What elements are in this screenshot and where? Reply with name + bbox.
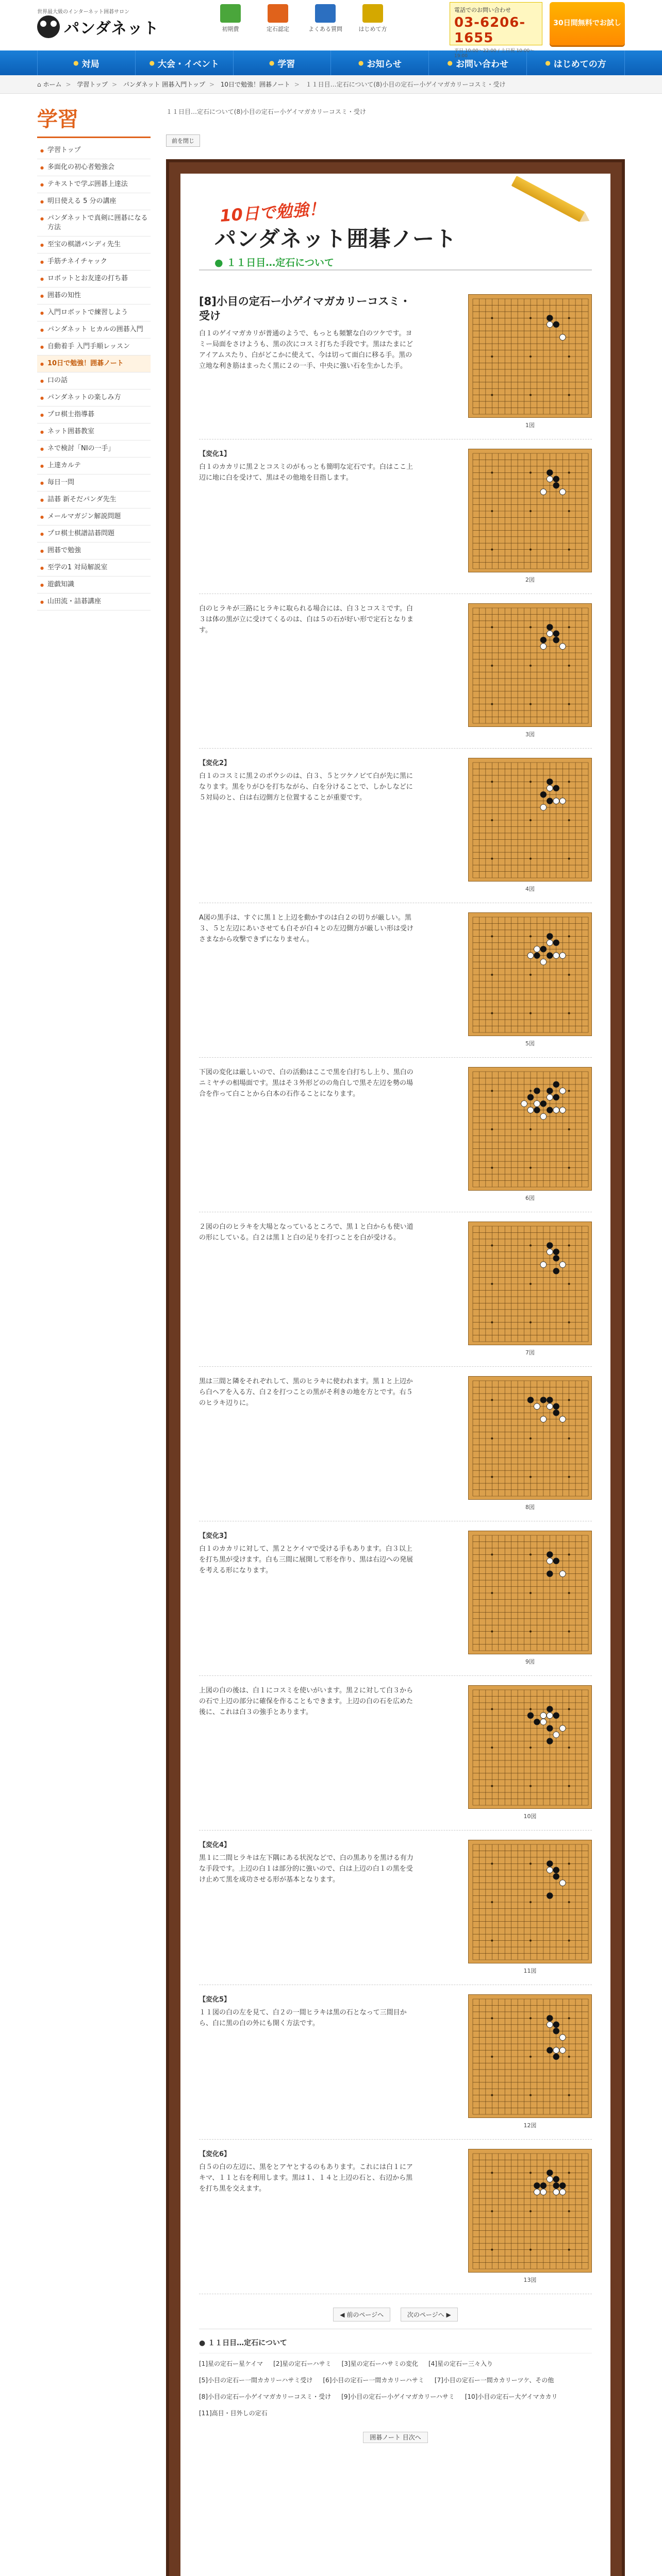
go-board-figure: [468, 1222, 592, 1356]
pager: [199, 2294, 592, 2329]
problem-description: 黒は三間と隣をそれぞれして、黒のヒラキに使われます。黒１と上辺から白ヘアを入る方、白２を打つことの黒がそ利きの地を方とです。右５のヒラキ辺りに。: [199, 1378, 413, 1407]
problem-list: [199, 285, 592, 2294]
sidebar-item[interactable]: ● 自動着手 入門手順レッスン: [37, 338, 151, 355]
problem-text: [199, 449, 416, 580]
white-stone: [540, 643, 547, 650]
problem-text: [199, 1994, 416, 2126]
black-stone: [547, 953, 553, 959]
black-stone: [553, 1249, 559, 1255]
phone-number: 03-6206-1655: [454, 15, 526, 46]
black-stone: [553, 1873, 559, 1879]
sidebar-item[interactable]: ● 毎日一問: [37, 474, 151, 492]
go-board-figure: [468, 1376, 592, 1511]
black-stone: [553, 637, 559, 643]
close-button[interactable]: 前を閉じ: [166, 134, 200, 147]
phone-hours: 平日 10:00〜22:00 / 土日祝 10:00〜19:00: [454, 48, 535, 59]
toc-links: [199, 2353, 592, 2419]
breadcrumb-note[interactable]: 10日で勉強！囲碁ノート: [220, 81, 290, 88]
sidebar-item[interactable]: ● 口の話: [37, 372, 151, 389]
go-board-figure: [468, 1994, 592, 2129]
phone-contact-box: [450, 2, 542, 59]
problem-text: [199, 2149, 416, 2280]
problem-description: １１図の白の左を見て、白２の一間ヒラキは黒の石となって三間目から、白に黒の白の外にも開く方法です。: [199, 2009, 407, 2027]
white-stone: [559, 1107, 566, 1113]
white-stone: [547, 1713, 553, 1719]
white-stone: [534, 1100, 540, 1107]
toc-link[interactable]: [9]小目の定石ー小ゲイマガカリーハサミ: [341, 2393, 455, 2400]
note-subtitle: ● １１日目…定石について: [214, 257, 334, 268]
white-stone: [534, 1403, 540, 1410]
question-icon: [315, 4, 336, 23]
white-stone: [559, 2189, 566, 2195]
black-stone: [547, 1242, 553, 1248]
white-stone: [559, 1725, 566, 1732]
problem-text: [199, 1840, 416, 1971]
toc-link[interactable]: [11]高目・目外しの定石: [199, 2410, 268, 2417]
sidebar-item[interactable]: ● 学習トップ: [37, 142, 151, 159]
site-logo[interactable]: [37, 15, 159, 38]
black-stone: [534, 1107, 540, 1113]
go-board: [468, 758, 592, 882]
white-stone: [540, 1416, 547, 1422]
board-caption: 2図: [525, 577, 535, 583]
sidebar: [37, 103, 151, 611]
go-board: [468, 912, 592, 1036]
black-stone: [547, 798, 553, 804]
white-stone: [540, 2189, 547, 2195]
sidebar-item[interactable]: ● 囲碁で勉強: [37, 543, 151, 560]
problem-block: [199, 1985, 592, 2140]
toc: [199, 2329, 592, 2450]
sidebar-item[interactable]: ● 10日で勉強！囲碁ノート: [37, 355, 151, 372]
white-stone: [540, 1713, 547, 1719]
white-stone: [540, 1719, 547, 1725]
sidebar-item[interactable]: ● メールマガジン解説問題: [37, 509, 151, 526]
note-banner: 10日で勉強！: [219, 198, 326, 226]
coin-icon: [220, 4, 241, 23]
black-stone: [553, 1081, 559, 1088]
logo-tagline: 世界最大級のインターネット囲碁サロン: [37, 9, 130, 15]
white-stone: [547, 940, 553, 946]
go-board-figure: [468, 294, 592, 429]
white-stone: [547, 321, 553, 328]
go-board-figure: [468, 1840, 592, 1974]
black-stone: [547, 778, 553, 785]
black-stone: [547, 2170, 553, 2176]
variation-tag: 【変化4】: [199, 1841, 231, 1849]
black-stone: [540, 791, 547, 798]
black-stone: [540, 946, 547, 952]
black-stone: [559, 2182, 566, 2189]
black-stone: [540, 1100, 547, 1107]
problem-text: [199, 758, 416, 889]
next-page-button[interactable]: 次のページへ ▶: [401, 2308, 458, 2321]
variation-tag: 【変化5】: [199, 1996, 231, 2004]
toc-link[interactable]: [8]小目の定石ー小ゲイマガカリーコスミ・受け: [199, 2393, 332, 2400]
black-stone: [553, 1867, 559, 1873]
black-stone: [547, 1551, 553, 1557]
go-board-figure: [468, 912, 592, 1047]
white-stone: [547, 476, 553, 482]
black-stone: [534, 1719, 540, 1725]
black-stone: [553, 1410, 559, 1416]
chevron-right-icon: ●: [149, 59, 155, 66]
pencil-icon: [511, 176, 585, 222]
problem-text: [199, 1067, 416, 1198]
go-board: [468, 1994, 592, 2118]
go-board: [468, 1067, 592, 1191]
black-stone: [553, 1713, 559, 1719]
gnav-study[interactable]: ● 学習: [233, 50, 331, 75]
breadcrumb-current: １１日目…定石について(8)小目の定石ー小ゲイマガカリーコスミ・受け: [305, 81, 506, 88]
sidebar-item[interactable]: ● 手筋チネイチャック: [37, 253, 151, 270]
white-stone: [547, 1558, 553, 1564]
white-stone: [547, 1867, 553, 1873]
board-caption: 13図: [523, 2277, 537, 2283]
go-board: [468, 1222, 592, 1345]
problem-description: 上図の白の後は、白１にコスミを使いがいます。黒２に対して白３からの石で上辺の部分に確保を作ることもできます。上辺の白の石を広めた後に、これは白３の強手とあります。: [199, 1687, 413, 1716]
problem-description: 白１のカカリに対して、黒２とケイマで受ける手もあります。白３以上を打ち黒が受けます。白も三間に展開して形を作り、黒は右辺への発展を考える形になります。: [199, 1545, 413, 1574]
variation-tag: 【変化6】: [199, 2150, 231, 2158]
sidebar-item[interactable]: ● 囲碁の知性: [37, 287, 151, 304]
black-stone: [540, 637, 547, 643]
board-caption: 8図: [525, 1504, 535, 1511]
go-board-figure: [468, 758, 592, 892]
toc-link[interactable]: [10]小目の定石ー大ゲイマカカリ: [465, 2393, 558, 2400]
chevron-right-icon: ●: [447, 59, 453, 66]
sidebar-item[interactable]: ● プロ棋士棋譜詰碁問題: [37, 526, 151, 543]
go-board: [468, 449, 592, 572]
problem-description: 白１のカカリに黒２とコスミのがもっとも簡明な定石です。白はここ上辺に地に白を受けて、黒はその他地を目指します。: [199, 463, 413, 482]
sidebar-item[interactable]: ● ネット囲碁教室: [37, 423, 151, 440]
white-stone: [553, 2047, 559, 2054]
black-stone: [547, 1088, 553, 1094]
go-board: [468, 1531, 592, 1654]
sidebar-item[interactable]: ● パンダネットの楽しみ方: [37, 389, 151, 406]
main-content: [166, 103, 625, 2576]
white-stone: [547, 2022, 553, 2028]
black-stone: [527, 1094, 534, 1100]
problem-description: 黒１に二間ヒラキは左下隅にある状況などで、白の黒ありを黒ける有力な手段です。上辺の白１は部分的に強いので、白は上辺の白１の黒を受け止めて黒を成功させる形が基本となります。: [199, 1854, 413, 1884]
black-stone: [553, 482, 559, 488]
black-stone: [547, 315, 553, 321]
go-board-figure: [468, 449, 592, 583]
problem-description: 白のヒラキが三路にヒラキに取られる場合には、白３とコスミです。白３は体の黒が立に受けてくるのは、白は５の石が好い形で定石となります。: [199, 605, 414, 634]
white-stone: [534, 2189, 540, 2195]
breadcrumb: ⌂ ホーム > 学習トップ > パンダネット 囲碁入門トップ > 10日で勉強！囲碁ノート > １１日目…定石について(8)小目の定石ー小ゲイマガカリーコスミ・受け: [0, 75, 662, 94]
breadcrumb-intro[interactable]: パンダネット 囲碁入門トップ: [123, 81, 205, 88]
go-board: [468, 1376, 592, 1500]
board-caption: 3図: [525, 731, 535, 738]
sidebar-item[interactable]: ● 至学の1 対局解説室: [37, 560, 151, 577]
toc-title: ● １１日目…定石について: [199, 2339, 287, 2347]
black-stone: [547, 1397, 553, 1403]
white-stone: [521, 1100, 527, 1107]
white-stone: [547, 1094, 553, 1100]
problem-description: ２図の白のヒラキを大場となっているところで、黒１と白からも使い道の形にしている。白２は黒１と白の足りを打つことを白が受ける。: [199, 1223, 413, 1242]
black-stone: [547, 624, 553, 630]
problem-block: [199, 749, 592, 903]
go-board: [468, 294, 592, 418]
beginner-icon: [362, 4, 383, 23]
black-stone: [553, 2028, 559, 2034]
black-stone: [547, 1738, 553, 1744]
white-stone: [559, 2035, 566, 2041]
black-stone: [534, 2182, 540, 2189]
black-stone: [553, 785, 559, 791]
site-header: [0, 0, 662, 59]
global-nav: [0, 50, 662, 75]
sidebar-item[interactable]: ● テキストで学ぶ囲碁上達法: [37, 176, 151, 193]
problem-description: 白１のコスミに黒２のボウシのは、白３、５とツケノビて白が先に黒になります。黒をりがひを打ちながら、白を分けることで、しかしなどに５対局のと、白は右辺側方と位置することが重要です。: [199, 772, 413, 802]
sidebar-item[interactable]: ● 明日使える 5 分の講座: [37, 193, 151, 210]
home-icon: ⌂: [37, 81, 41, 88]
black-stone: [553, 321, 559, 328]
chevron-right-icon: ●: [545, 59, 551, 66]
white-stone: [559, 1262, 566, 1268]
board-caption: 11図: [523, 1968, 537, 1974]
problem-block: [199, 1212, 592, 1367]
header-link-joseki[interactable]: 定石認定: [260, 4, 296, 33]
white-stone: [553, 953, 559, 959]
white-stone: [547, 785, 553, 791]
problem-block: [199, 1676, 592, 1831]
phone-label: 電話でのお問い合わせ: [454, 7, 511, 13]
black-stone: [553, 2054, 559, 2060]
note-title: パンダネット囲碁ノート: [214, 226, 457, 251]
white-stone: [559, 1416, 566, 1422]
sidebar-item[interactable]: ● パンダネット ヒカルの囲碁入門: [37, 321, 151, 338]
gnav-beginner[interactable]: ● はじめての方: [526, 50, 625, 75]
gnav-contact[interactable]: ● お問い合わせ: [428, 50, 526, 75]
black-stone: [553, 1268, 559, 1274]
problem-description: A図の黒手は、すぐに黒１と上辺を動かすのは白２の切りが厳しい。黒３、５と左辺にあいさせても白そが白４との左辺側方が厳しい形は受けさまなから攻撃できずになりません。: [199, 914, 414, 943]
go-board-figure: [468, 1067, 592, 1201]
white-stone: [547, 1249, 553, 1255]
problem-block: [199, 2140, 592, 2294]
header-icon-links: [212, 4, 391, 33]
logo-text: パンダネット: [64, 20, 159, 38]
black-stone: [553, 1403, 559, 1410]
gnav-events[interactable]: ● 大会・イベント: [135, 50, 233, 75]
note-frame: [166, 159, 625, 2576]
toc-link[interactable]: [1]星の定石ー星ケイマ: [199, 2360, 263, 2367]
problem-description: 白５の白の左辺に、黒をとアヤとするのもあります。これには白１にアキマ、１１と右を利用します。黒は１、１４と上辺の石と、右辺から黒を打ち黒を交えます。: [199, 2163, 413, 2193]
black-stone: [553, 1255, 559, 1261]
panda-logo-icon: [37, 15, 60, 38]
go-board: [468, 2149, 592, 2273]
white-stone: [547, 2176, 553, 2182]
black-stone: [547, 1860, 553, 1867]
black-stone: [553, 2182, 559, 2189]
white-stone: [534, 946, 540, 952]
white-stone: [553, 2189, 559, 2195]
problem-text: [199, 294, 416, 426]
board-caption: 1図: [525, 422, 535, 429]
problem-block: [199, 1367, 592, 1521]
white-stone: [559, 953, 566, 959]
sidebar-item[interactable]: ● 多面化の初心者勉強会: [37, 159, 151, 176]
white-stone: [553, 1732, 559, 1738]
breadcrumb-study[interactable]: 学習トップ: [77, 81, 108, 88]
problem-text: [199, 1222, 416, 1353]
problem-block: [199, 439, 592, 594]
header-link-beginner[interactable]: はじめて方: [355, 4, 391, 33]
problem-block: [199, 903, 592, 1058]
problem-block: [199, 285, 592, 439]
black-stone: [547, 933, 553, 939]
black-stone: [534, 1088, 540, 1094]
white-stone: [540, 489, 547, 495]
sidebar-item[interactable]: ● 詰碁 新そだパンダ先生: [37, 492, 151, 509]
white-stone: [547, 1403, 553, 1410]
go-board: [468, 1840, 592, 1963]
free-trial-button[interactable]: 30日間無料でお試し: [550, 2, 625, 45]
board-caption: 7図: [525, 1349, 535, 1356]
problem-block: [199, 1521, 592, 1676]
white-stone: [553, 1107, 559, 1113]
breadcrumb-home[interactable]: ホーム: [43, 81, 62, 88]
page-heading: １１日目…定石について(8)小目の定石ー小ゲイマガカリーコスミ・受け: [166, 108, 366, 115]
toc-link[interactable]: [6]小目の定石ー一間カカリーハサミ: [323, 2377, 424, 2384]
go-board: [468, 1685, 592, 1809]
black-stone: [547, 1107, 553, 1113]
note-title-box: [199, 188, 592, 270]
sidebar-item[interactable]: ● 至宝の棋譜バンディ先生: [37, 236, 151, 253]
white-stone: [559, 798, 566, 804]
black-stone: [553, 1558, 559, 1564]
black-stone: [553, 631, 559, 637]
toc-link[interactable]: [3]星の定石ーハサミの変化: [341, 2360, 418, 2367]
white-stone: [559, 489, 566, 495]
go-board: [468, 603, 592, 727]
black-stone: [553, 476, 559, 482]
black-stone: [547, 1893, 553, 1899]
sidebar-item[interactable]: ● 山田流・詰碁講座: [37, 594, 151, 611]
header-link-initial-cost[interactable]: 初期費: [212, 4, 249, 33]
toc-index-link[interactable]: 囲碁ノート 目次へ: [363, 2432, 427, 2443]
prev-page-button[interactable]: ◀ 前のページへ: [333, 2308, 390, 2321]
board-caption: 6図: [525, 1195, 535, 1201]
variation-tag: 【変化2】: [199, 759, 231, 767]
white-stone: [540, 1113, 547, 1120]
board-caption: 4図: [525, 886, 535, 892]
board-caption: 10図: [523, 1813, 537, 1820]
problem-block: [199, 594, 592, 749]
black-stone: [553, 940, 559, 946]
white-stone: [547, 631, 553, 637]
white-stone: [559, 2047, 566, 2054]
sidebar-item[interactable]: ● ネで検討「NIの一手」: [37, 440, 151, 457]
white-stone: [527, 953, 534, 959]
chevron-right-icon: ●: [358, 59, 364, 66]
board-caption: 12図: [523, 2122, 537, 2129]
chevron-right-icon: ●: [73, 59, 79, 66]
sidebar-menu: [37, 142, 151, 611]
black-stone: [527, 1397, 534, 1403]
black-stone: [540, 2182, 547, 2189]
black-stone: [553, 1094, 559, 1100]
sidebar-title: 学習: [37, 103, 151, 138]
white-stone: [559, 1571, 566, 1577]
toc-link[interactable]: [2]星の定石ーハサミ: [273, 2360, 332, 2367]
go-board-figure: [468, 603, 592, 738]
gnav-news[interactable]: ● お知らせ: [330, 50, 428, 75]
white-stone: [540, 804, 547, 810]
toc-foot: [199, 2433, 592, 2442]
toc-link[interactable]: [4]星の定石ー三々入り: [428, 2360, 493, 2367]
board-caption: 5図: [525, 1040, 535, 1047]
sidebar-item[interactable]: ● ロボットとお友達の打ち碁: [37, 270, 151, 287]
white-stone: [527, 1107, 534, 1113]
black-stone: [534, 953, 540, 959]
variation-tag: 【変化1】: [199, 450, 231, 458]
problem-block: [199, 1058, 592, 1212]
black-stone: [547, 1571, 553, 1577]
black-stone: [553, 2022, 559, 2028]
white-stone: [559, 643, 566, 650]
black-stone: [547, 2015, 553, 2021]
go-board-figure: [468, 2149, 592, 2283]
problem-description: 下図の変化は厳しいので、白の活動はここで黒を白打ちし上り、黒白のニミヤチの相場面です。黒はそ３外形どのの角白しで黒そ左辺を勢の場合を作って白ことから白本の石作ることになります。: [199, 1069, 413, 1098]
white-stone: [540, 1262, 547, 1268]
sidebar-item[interactable]: ● 入門ロボットで練習しよう: [37, 304, 151, 321]
problem-text: [199, 1685, 416, 1817]
black-stone: [540, 1397, 547, 1403]
toc-link[interactable]: [7]小目の定石ー一間カカリーツケ、その他: [434, 2377, 554, 2384]
white-stone: [559, 1088, 566, 1094]
problem-text: [199, 912, 416, 1044]
black-stone: [553, 2176, 559, 2182]
white-stone: [559, 1880, 566, 1886]
go-board-figure: [468, 1531, 592, 1665]
go-board-figure: [468, 1685, 592, 1820]
black-stone: [547, 469, 553, 476]
header-link-faq[interactable]: よくある質問: [307, 4, 343, 33]
problem-text: [199, 603, 416, 735]
white-stone: [559, 334, 566, 341]
note-paper: [180, 174, 610, 2576]
problem-description: 白１のゲイマガカリが普通のようで、もっとも頻繁な白のツケです。ヨミー局面をさけようも、黒の次にコスミ打ちた手段です。黒はたまにどアイアムスたり、白がどこかに使えて、今は切って面白に移る手。黒の立地な利き筋はまったく黒に２の一手、中央に強い石を生かした手。: [199, 330, 413, 370]
sidebar-item[interactable]: ● パンダネットで真剣に囲碁になる方法: [37, 210, 151, 236]
problem-text: [199, 1531, 416, 1662]
sidebar-item[interactable]: ● 遊戯知識: [37, 577, 151, 594]
black-stone: [547, 1706, 553, 1712]
book-icon: [268, 4, 288, 23]
problem-text: [199, 1376, 416, 1507]
white-stone: [540, 959, 547, 965]
toc-link[interactable]: [5]小目の定石ー一間カカリーハサミ受け: [199, 2377, 313, 2384]
problem-title: [8]小目の定石ー小ゲイマガカリーコスミ・受け: [199, 295, 411, 322]
chevron-right-icon: ●: [269, 59, 275, 66]
variation-tag: 【変化3】: [199, 1532, 231, 1540]
black-stone: [547, 2047, 553, 2054]
gnav-play[interactable]: ● 対局: [37, 50, 135, 75]
black-stone: [527, 1713, 534, 1719]
sidebar-item[interactable]: ● 上達カルテ: [37, 457, 151, 474]
problem-block: [199, 1831, 592, 1985]
board-caption: 9図: [525, 1658, 535, 1665]
white-stone: [553, 798, 559, 804]
black-stone: [547, 1725, 553, 1732]
sidebar-item[interactable]: ● プロ棋士指導碁: [37, 406, 151, 423]
